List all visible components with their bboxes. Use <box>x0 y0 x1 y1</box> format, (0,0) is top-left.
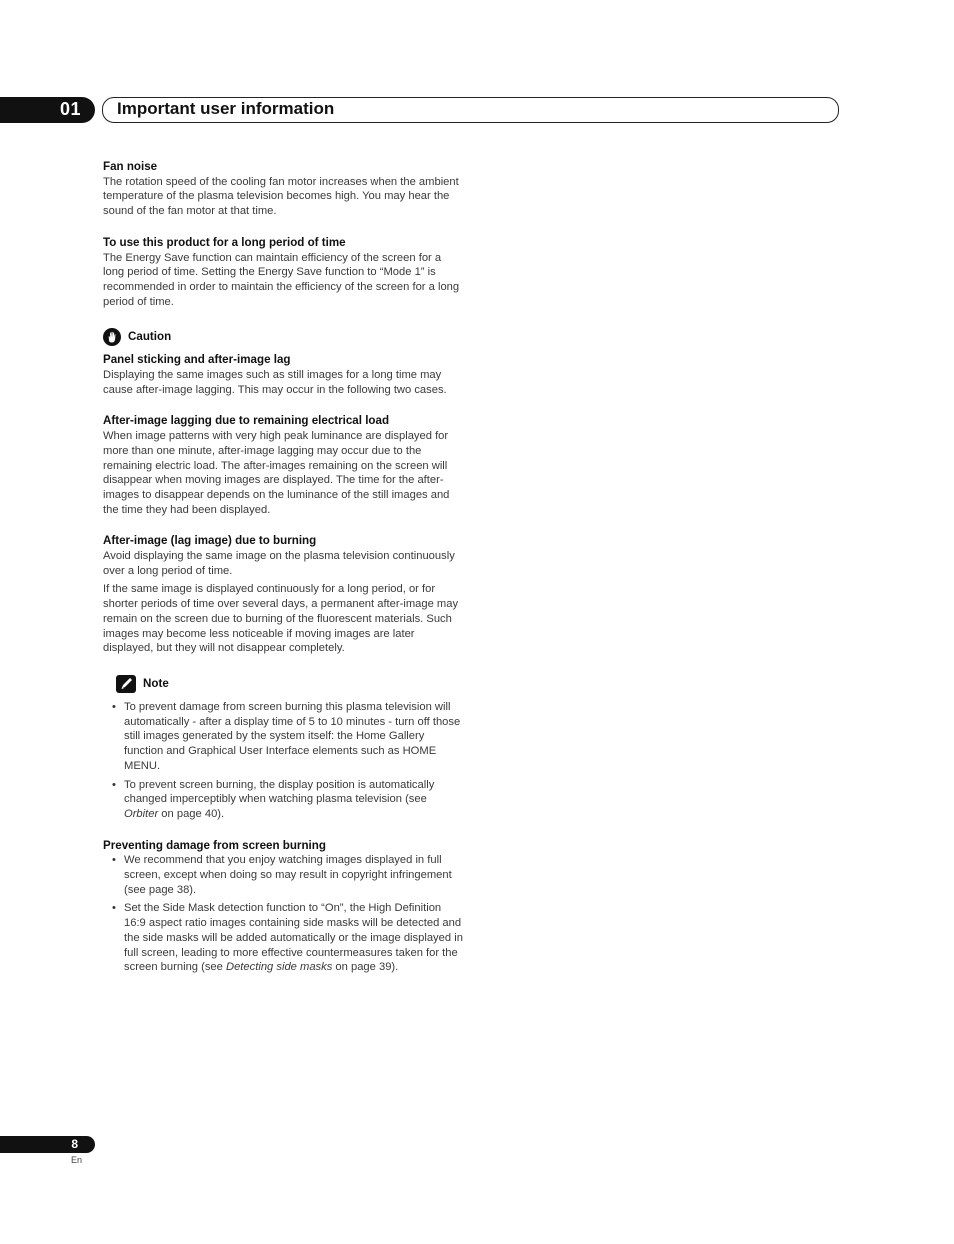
note-label: Note <box>143 676 169 690</box>
panel-sticking-text: Displaying the same images such as still images for a long time may cause after-image lagging. This may occur in the following two cases. <box>103 369 447 396</box>
chapter-title-box <box>102 97 839 123</box>
list-item <box>103 778 463 822</box>
note-pencil-icon <box>116 675 136 693</box>
page-title: Important user information <box>117 99 335 118</box>
chapter-number: 01 <box>59 99 81 119</box>
note-item-1-text: To prevent damage from screen burning this plasma television will automatically - after a display time of 5 to 10 minutes - turn off those still images generated by the system itself: the Home Gallery function and Graphical User Interface elements such as HOME MENU. <box>124 700 461 772</box>
caution-hand-icon <box>103 328 121 346</box>
note-item-2-page: on page 40). <box>158 807 225 820</box>
burning-text-1: Avoid displaying the same image on the plasma television continuously over a long period of time. <box>103 550 455 577</box>
burning-text-2: If the same image is displayed continuously for a long period, or for shorter periods of time over several days, a permanent after-image may remain on the screen due to burning of the fluorescent materials. Such images may become less noticeable if moving images are later displayed, but they will not disappear completely. <box>103 583 459 655</box>
page-number-tab <box>0 1136 95 1153</box>
list-item <box>103 700 463 774</box>
note-item-2-text: To prevent screen burning, the display position is automatically changed imperceptibly when watching plasma television (see <box>124 778 435 806</box>
list-item <box>103 901 463 975</box>
side-masks-reference: Detecting side masks <box>226 961 333 974</box>
note-list <box>103 700 463 822</box>
panel-sticking-heading: Panel sticking and after-image lag <box>103 353 291 367</box>
page-language: En <box>71 1155 83 1165</box>
list-item <box>103 853 463 897</box>
preventing-item-2-page: on page 39). <box>332 961 399 974</box>
caution-label: Caution <box>128 329 172 343</box>
page-number: 8 <box>71 1137 78 1151</box>
chapter-tab <box>0 97 95 123</box>
preventing-list <box>103 853 463 975</box>
fan-noise-text: The rotation speed of the cooling fan motor increases when the ambient temperature of the plasma television becomes high. You may hear the sound of the fan motor at that time. <box>103 175 459 218</box>
fan-noise-heading: Fan noise <box>103 160 158 173</box>
orbiter-reference: Orbiter <box>124 807 159 820</box>
note-row <box>116 675 463 693</box>
preventing-item-1-text: We recommend that you enjoy watching images displayed in full screen, except when doing so may result in copyright infringement (see page 38). <box>124 854 452 896</box>
caution-row <box>103 328 463 346</box>
electrical-load-text: When image patterns with very high peak luminance are displayed for more than one minute, after-image lagging may occur due to the remaining electric load. The after-images remaining on the screen will disappear when moving images are displayed. The time for the after-images to disappear depends on the luminance of the still images and the time they had been displayed. <box>103 430 450 516</box>
long-period-heading: To use this product for a long period of time <box>103 235 346 249</box>
burning-heading: After-image (lag image) due to burning <box>103 534 317 548</box>
electrical-load-heading: After-image lagging due to remaining electrical load <box>103 414 390 428</box>
content-column <box>103 160 463 979</box>
preventing-item-2-text: Set the Side Mask detection function to “On”, the High Definition 16:9 aspect ratio images containing side masks will be detected and the side masks will be added automatically or the image displayed in full screen, leading to more effective countermeasures taken for the screen burning (see <box>124 902 463 974</box>
long-period-text: The Energy Save function can maintain efficiency of the screen for a long period of time. Setting the Energy Save function to “Mode 1” is recommended in order to maintain the efficiency of the screen for a long period of time. <box>103 251 460 308</box>
preventing-heading: Preventing damage from screen burning <box>103 838 326 852</box>
